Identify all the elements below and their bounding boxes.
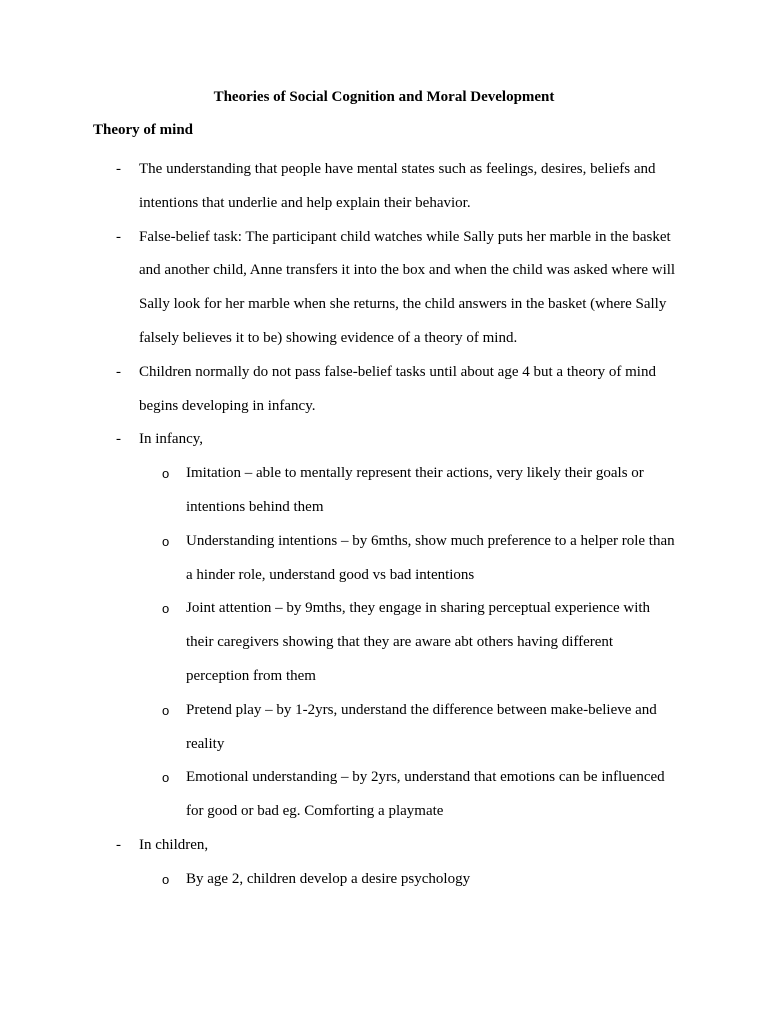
sub-list-item xyxy=(0,592,768,693)
list-item xyxy=(0,829,768,863)
sub-list-item xyxy=(0,525,768,593)
sub-list-item-text: Pretend play – by 1-2yrs, understand the difference between make-believe and reality xyxy=(186,701,657,752)
dash-bullet-icon: - xyxy=(116,431,121,448)
dash-bullet-icon: - xyxy=(116,228,121,245)
list-item xyxy=(0,221,768,356)
sub-list-item-text: Joint attention – by 9mths, they engage in sharing perceptual experience with their caregivers showing that they are aware abt others having different perception from them xyxy=(186,600,651,684)
list-item-text: In infancy, xyxy=(139,431,203,448)
dash-bullet-icon: - xyxy=(116,363,121,380)
sub-list-item-text: Emotional understanding – by 2yrs, understand that emotions can be influenced for good or bad eg. Comforting a playmate xyxy=(186,769,665,820)
circle-bullet-icon: o xyxy=(162,871,170,887)
list-item-text: False-belief task: The participant child watches while Sally puts her marble in the basket and another child, Anne transfers it into the box and when the child was asked where will Sally look for her marble when she returns, the child answers in the basket (where Sally falsely believes it to be) showing evidence of a theory of mind. xyxy=(139,228,676,346)
circle-bullet-icon: o xyxy=(162,601,170,617)
document-title: Theories of Social Cognition and Moral Development xyxy=(213,89,555,105)
sub-list-item-text: Understanding intentions – by 6mths, show much preference to a helper role than a hinder role, understand good vs bad intentions xyxy=(186,532,675,583)
list-item-text: The understanding that people have mental states such as feelings, desires, beliefs and intentions that underlie and help explain their behavior. xyxy=(139,161,656,211)
circle-bullet-icon: o xyxy=(162,770,170,786)
sub-list-item xyxy=(0,694,768,762)
sub-list-item xyxy=(0,457,768,525)
sub-list-item-text: By age 2, children develop a desire psychology xyxy=(186,870,471,887)
circle-bullet-icon: o xyxy=(162,533,170,549)
dash-bullet-icon: - xyxy=(116,836,121,853)
bullet-list xyxy=(0,153,768,897)
dash-bullet-icon: - xyxy=(116,161,121,177)
section-heading: Theory of mind xyxy=(93,122,194,138)
list-item xyxy=(0,356,768,424)
list-item-text: In children, xyxy=(139,836,209,853)
list-item-text: Children normally do not pass false-belief tasks until about age 4 but a theory of mind begins developing in infancy. xyxy=(139,363,656,414)
sub-list-item-text: Imitation – able to mentally represent their actions, very likely their goals or intentions behind them xyxy=(186,465,644,515)
list-item xyxy=(0,153,768,221)
sub-list-item xyxy=(0,863,768,897)
circle-bullet-icon: o xyxy=(162,466,170,482)
circle-bullet-icon: o xyxy=(162,702,170,718)
sub-list-item xyxy=(0,761,768,829)
list-item xyxy=(0,423,768,457)
